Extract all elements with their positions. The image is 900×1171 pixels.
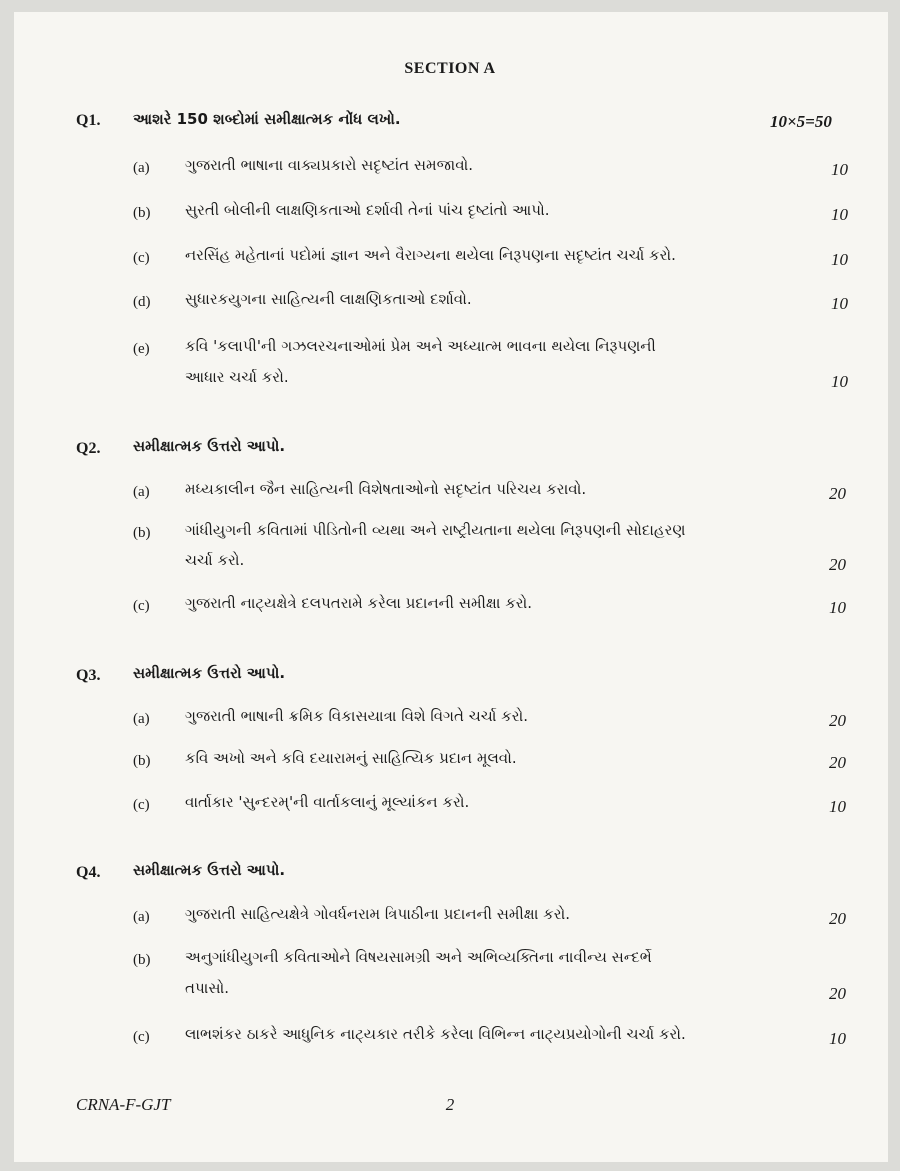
part-letter: (a): [133, 160, 150, 176]
part-text: કવિ અખો અને કવિ દયારામનું સાહિત્યિક પ્રદાન મૂલવો.: [185, 749, 517, 767]
question-text: સમીક્ષાત્મક ઉત્તરો આપો.: [133, 861, 286, 879]
part-marks: 10: [831, 250, 848, 269]
part-marks: 10: [829, 598, 846, 617]
part-marks: 10: [829, 797, 846, 816]
question-number: Q1.: [76, 112, 101, 129]
part-text-continued: ચર્ચા કરો.: [185, 551, 245, 569]
part-text: કવિ 'કલાપી'ની ગઝલરચનાઓમાં પ્રેમ અને અધ્યાત્મ ભાવના થયેલા નિરૂપણની: [185, 337, 656, 355]
part-letter: (c): [133, 598, 150, 614]
part-text: વાર્તાકાર 'સુન્દરમ્'ની વાર્તાકલાનું મૂલ્યાંકન કરો.: [185, 793, 470, 811]
part-marks: 20: [829, 484, 846, 503]
part-marks: 20: [829, 711, 846, 730]
question-text: આશરે 150 શબ્દોમાં સમીક્ષાત્મક નોંધ લખો.: [133, 110, 401, 128]
part-letter: (a): [133, 484, 150, 500]
question-number: Q3.: [76, 667, 101, 684]
question-total-marks: 10×5=50: [770, 112, 832, 131]
part-letter: (d): [133, 294, 151, 310]
part-text: સુરતી બોલીની લાક્ષણિકતાઓ દર્શાવી તેનાં પાંચ દૃષ્ટાંતો આપો.: [185, 201, 550, 219]
part-marks: 20: [829, 984, 846, 1003]
part-letter: (a): [133, 711, 150, 727]
part-letter: (c): [133, 250, 150, 266]
part-marks: 20: [829, 909, 846, 928]
part-text: નરસિંહ મહેતાનાં પદોમાં જ્ઞાન અને વૈરાગ્યના થયેલા નિરૂપણના સદૃષ્ટાંત ચર્ચા કરો.: [185, 246, 676, 264]
question-number: Q4.: [76, 864, 101, 881]
part-text: ગાંધીયુગની કવિતામાં પીડિતોની વ્યથા અને રાષ્ટ્રીયતાના થયેલા નિરૂપણની સોદાહરણ: [185, 521, 686, 539]
paper-code: CRNA-F-GJT: [76, 1095, 171, 1114]
page-number: 2: [445, 1095, 455, 1114]
part-text: ગુજરાતી ભાષાના વાક્યપ્રકારો સદૃષ્ટાંત સમજાવો.: [185, 156, 474, 174]
part-letter: (c): [133, 797, 150, 813]
part-text: ગુજરાતી નાટ્યક્ષેત્રે દલપતરામે કરેલા પ્રદાનની સમીક્ષા કરો.: [185, 594, 533, 612]
part-marks: 20: [829, 753, 846, 772]
question-number: Q2.: [76, 440, 101, 457]
part-text: ગુજરાતી સાહિત્યક્ષેત્રે ગોવર્ધનરામ ત્રિપાઠીના પ્રદાનની સમીક્ષા કરો.: [185, 905, 570, 923]
question-text: સમીક્ષાત્મક ઉત્તરો આપો.: [133, 437, 286, 455]
section-title: SECTION A: [404, 60, 496, 77]
part-text: સુધારકયુગના સાહિત્યની લાક્ષણિકતાઓ દર્શાવો.: [185, 290, 472, 308]
part-text: લાભશંકર ઠાકરે આધુનિક નાટ્યકાર તરીકે કરેલા વિભિન્ન નાટ્યપ્રયોગોની ચર્ચા કરો.: [185, 1025, 686, 1043]
part-marks: 10: [831, 160, 848, 179]
part-letter: (b): [133, 205, 151, 221]
question-text: સમીક્ષાત્મક ઉત્તરો આપો.: [133, 664, 286, 682]
part-letter: (c): [133, 1029, 150, 1045]
part-letter: (b): [133, 952, 151, 968]
part-text: અનુગાંધીયુગની કવિતાઓને વિષયસામગ્રી અને અભિવ્યક્તિના નાવીન્ય સન્દર્ભે: [185, 948, 652, 966]
part-marks: 10: [831, 294, 848, 313]
part-marks: 10: [831, 205, 848, 224]
part-letter: (e): [133, 341, 150, 357]
part-letter: (b): [133, 753, 151, 769]
part-text-continued: તપાસો.: [185, 979, 230, 997]
part-text-continued: આધાર ચર્ચા કરો.: [185, 368, 289, 386]
part-marks: 10: [831, 372, 848, 391]
part-letter: (a): [133, 909, 150, 925]
part-text: મધ્યકાલીન જૈન સાહિત્યની વિશેષતાઓનો સદૃષ્ટાંત પરિચય કરાવો.: [185, 480, 587, 498]
exam-page: [14, 12, 888, 1162]
part-marks: 20: [829, 555, 846, 574]
part-letter: (b): [133, 525, 151, 541]
part-marks: 10: [829, 1029, 846, 1048]
part-text: ગુજરાતી ભાષાની ક્રમિક વિકાસયાત્રા વિશે વિગતે ચર્ચા કરો.: [185, 707, 529, 725]
